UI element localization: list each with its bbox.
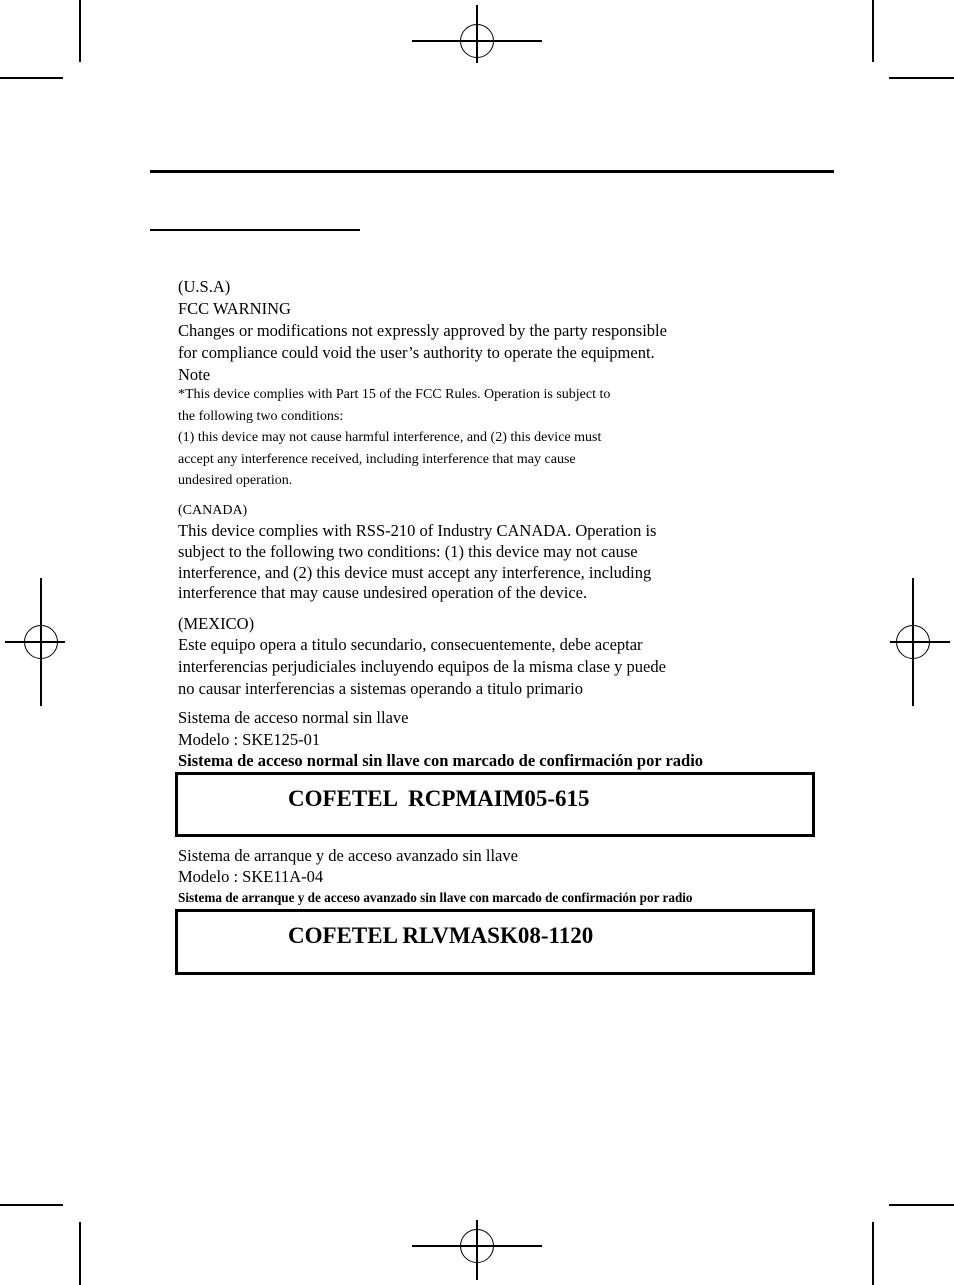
cofetel-code-1: COFETEL RCPMAIM05-615 — [288, 786, 590, 811]
cofetel-box-2 — [175, 909, 815, 975]
canada-heading: (CANADA) — [178, 503, 248, 518]
note-line: *This device complies with Part 15 of the FCC Rules. Operation is subject to — [178, 387, 611, 402]
mexico-line: interferencias perjudiciales incluyendo equipos de la misma clase y puede — [178, 657, 666, 676]
system1-name: Sistema de acceso normal sin llave — [178, 708, 409, 727]
mexico-line: Este equipo opera a titulo secundario, consecuentemente, debe aceptar — [178, 635, 643, 654]
fcc-warning-title: FCC WARNING — [178, 299, 291, 318]
system2-name: Sistema de arranque y de acceso avanzado sin llave — [178, 846, 518, 865]
system2-bold-title: Sistema de arranque y de acceso avanzado sin llave con marcado de confirmación por radio — [178, 890, 693, 905]
usa-heading: (U.S.A) — [178, 277, 231, 296]
note-line: accept any interference received, including interference that may cause — [178, 452, 576, 467]
canada-line: interference, and (2) this device must accept any interference, including — [178, 563, 652, 582]
canada-line: This device complies with RSS-210 of Industry CANADA. Operation is — [178, 521, 657, 540]
section-rule — [150, 229, 360, 231]
cofetel-code-2: COFETEL RLVMASK08-1120 — [288, 923, 594, 948]
usa-text-line: Changes or modifications not expressly approved by the party responsible — [178, 321, 667, 340]
usa-text-line: for compliance could void the user’s authority to operate the equipment. — [178, 343, 655, 362]
mexico-heading: (MEXICO) — [178, 614, 255, 633]
note-line: the following two conditions: — [178, 409, 344, 424]
note-line: (1) this device may not cause harmful interference, and (2) this device must — [178, 430, 602, 445]
header-rule — [150, 170, 834, 173]
note-line: undesired operation. — [178, 473, 293, 488]
cofetel-box-1 — [175, 772, 815, 837]
note-heading: Note — [178, 365, 211, 384]
canada-line: interference that may cause undesired operation of the device. — [178, 583, 588, 602]
system1-bold-title: Sistema de acceso normal sin llave con marcado de confirmación por radio — [178, 751, 704, 770]
mexico-line: no causar interferencias a sistemas operando a titulo primario — [178, 679, 584, 698]
system1-model: Modelo : SKE125-01 — [178, 730, 321, 749]
canada-line: subject to the following two conditions: (1) this device may not cause — [178, 542, 638, 561]
system2-model: Modelo : SKE11A-04 — [178, 867, 324, 886]
